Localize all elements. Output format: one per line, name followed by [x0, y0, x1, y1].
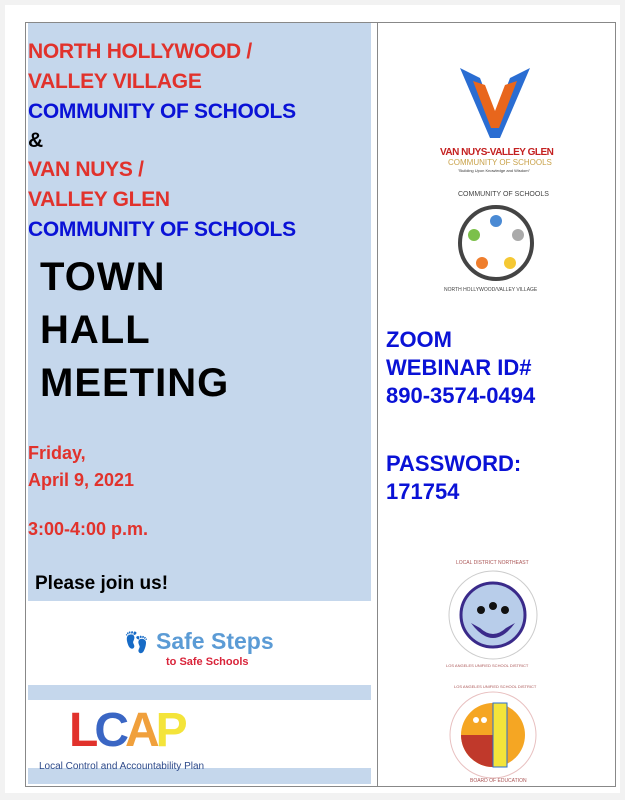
safe-steps-subtitle: to Safe Schools [166, 656, 249, 668]
event-day: Friday, [28, 443, 86, 463]
lcap-subtitle: Local Control and Accountability Plan [39, 761, 205, 772]
school-name: VALLEY VILLAGE [28, 70, 202, 93]
lcap-title: LCAP [69, 704, 184, 757]
vnvg-logo-emblem [455, 63, 535, 143]
title-line: HALL [40, 308, 151, 352]
nhvv-logo [444, 191, 548, 295]
vnvg-logo-motto: "Building Upon Knowledge and Wisdom" [458, 168, 530, 173]
school-group: COMMUNITY OF SCHOOLS [28, 100, 296, 123]
event-time: 3:00-4:00 p.m. [28, 519, 149, 539]
nhvv-bottom-text: NORTH HOLLYWOOD/VALLEY VILLAGE [444, 287, 538, 293]
flyer-page [5, 5, 620, 793]
school-name: VALLEY GLEN [28, 188, 170, 211]
ldne-seal-icon [446, 568, 540, 662]
nhvv-top-text: COMMUNITY OF SCHOOLS [458, 191, 549, 198]
divider-band [28, 685, 371, 700]
left-column [26, 23, 378, 786]
invite-text: Please join us! [35, 573, 169, 594]
lausd-bottom-text: BOARD OF EDUCATION [470, 778, 527, 784]
footprints-icon: 👣 [124, 632, 149, 654]
title-line: MEETING [40, 361, 230, 405]
ampersand: & [28, 129, 43, 152]
webinar-id-label: WEBINAR ID# [386, 355, 532, 380]
title-line: TOWN [40, 255, 166, 299]
nhvv-circle-icon [444, 191, 548, 295]
zoom-label: ZOOM [386, 327, 452, 352]
lausd-seal [448, 684, 538, 784]
ldne-bottom-text: LOS ANGELES UNIFIED SCHOOL DISTRICT [446, 663, 529, 668]
password-value[interactable]: 171754 [386, 479, 460, 504]
event-date: April 9, 2021 [28, 470, 135, 490]
ldne-top-text: LOCAL DISTRICT NORTHEAST [456, 560, 529, 566]
safe-steps-title: Safe Steps [156, 628, 274, 654]
lausd-seal-icon [448, 690, 538, 780]
ldne-seal [446, 560, 540, 668]
flyer-table [25, 22, 616, 787]
school-group: COMMUNITY OF SCHOOLS [28, 218, 296, 241]
lausd-top-text: LOS ANGELES UNIFIED SCHOOL DISTRICT [454, 684, 537, 689]
vnvg-logo-name: VAN NUYS-VALLEY GLEN [440, 147, 554, 158]
school-name: NORTH HOLLYWOOD / [28, 40, 252, 63]
right-column [378, 23, 615, 786]
school-name: VAN NUYS / [28, 158, 144, 181]
vnvg-logo-sub: COMMUNITY OF SCHOOLS [448, 158, 552, 167]
password-label: PASSWORD: [386, 451, 522, 476]
webinar-id[interactable]: 890-3574-0494 [386, 383, 536, 408]
